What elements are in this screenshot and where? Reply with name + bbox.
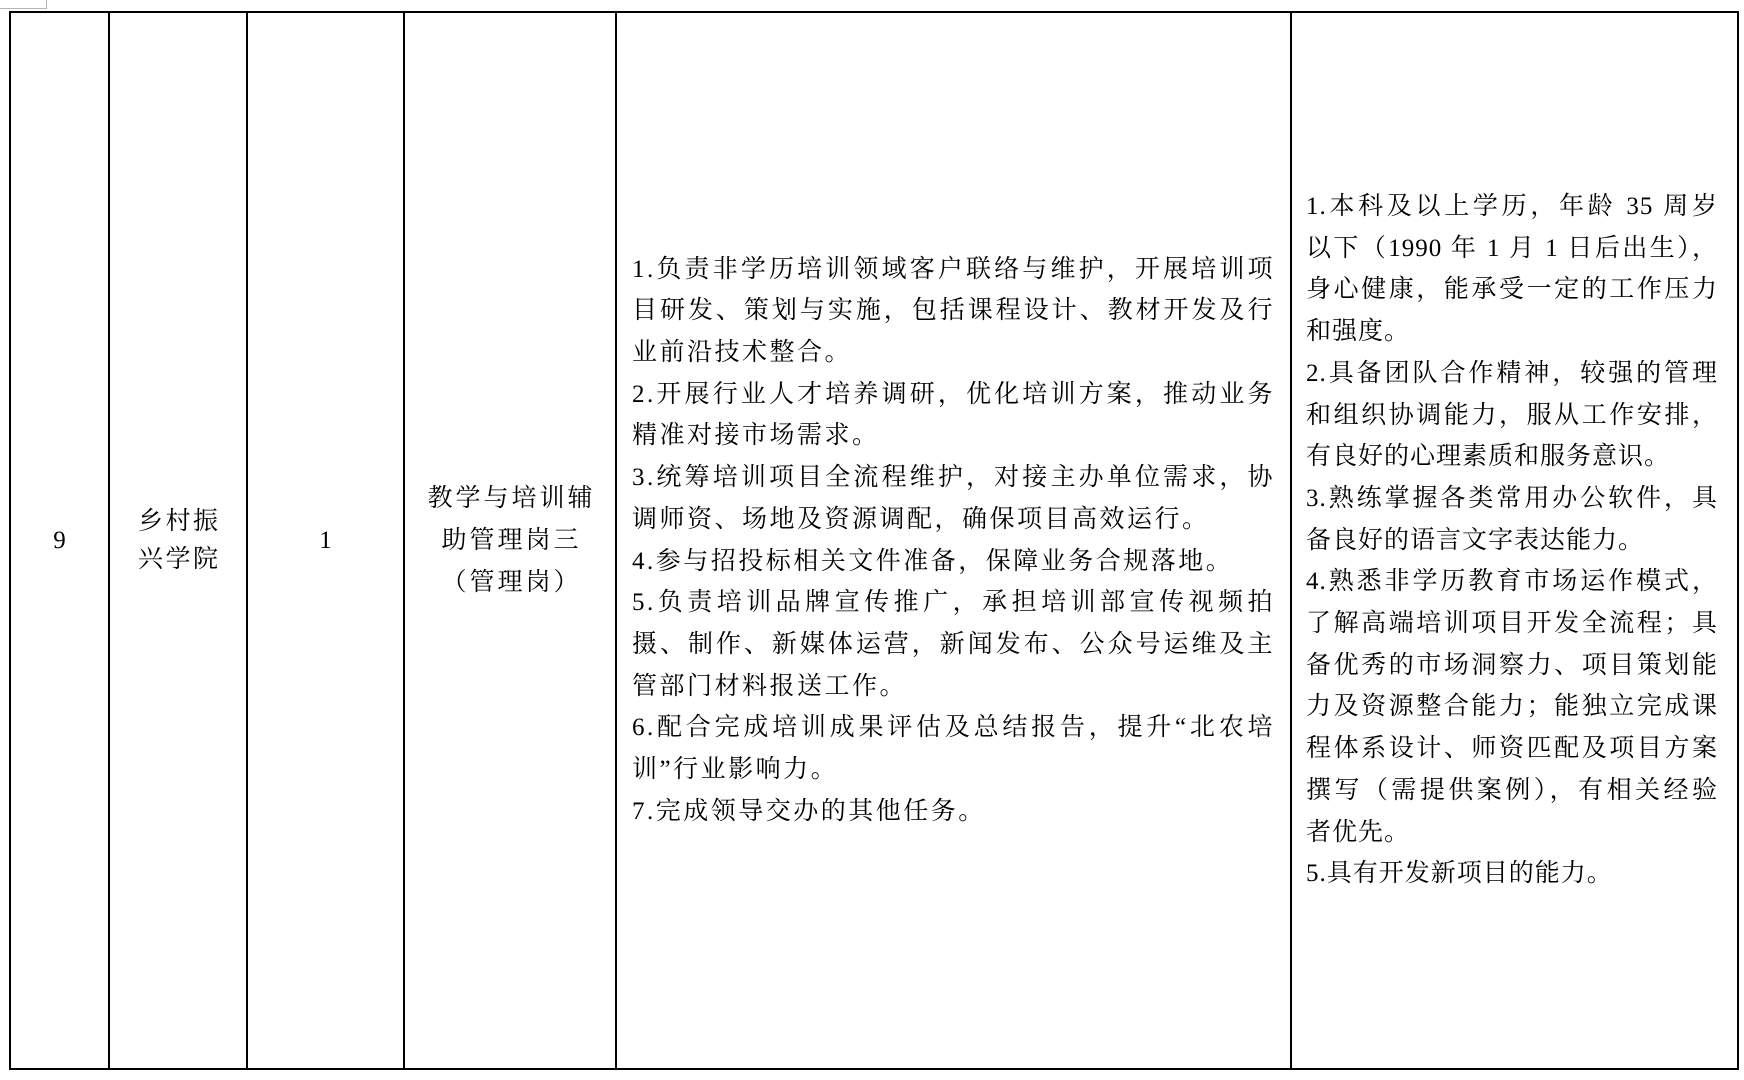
requirement-line: 1.本科及以上学历，年龄 35 周岁 <box>1306 193 1718 221</box>
requirement-line: 者优先。 <box>1306 818 1411 846</box>
requirement-line: 备良好的语言文字表达能力。 <box>1306 526 1645 554</box>
duty-item <box>632 791 1275 833</box>
requirement-item <box>1306 561 1718 853</box>
duty-line: 2.开展行业人才培养调研，优化培训方案，推动业务 <box>632 380 1275 408</box>
requirement-line: 力及资源整合能力；能独立完成课 <box>1306 693 1718 721</box>
duty-line: 5.负责培训品牌宣传推广，承担培训部宣传视频拍 <box>632 589 1275 617</box>
requirement-line: 3.熟练掌握各类常用办公软件，具 <box>1306 484 1718 512</box>
requirement-line: 2.具备团队合作精神，较强的管理 <box>1306 359 1718 387</box>
requirement-line: 有良好的心理素质和服务意识。 <box>1306 443 1671 471</box>
duty-item <box>632 457 1275 540</box>
duty-item <box>632 374 1275 457</box>
duty-line: 摄、制作、新媒体运营，新闻发布、公众号运维及主 <box>632 630 1275 658</box>
requirement-line: 撰写（需提供案例），有相关经验 <box>1306 776 1718 804</box>
department-cell <box>109 12 247 1069</box>
requirement-line: 程体系设计、师资匹配及项目方案 <box>1306 735 1718 763</box>
duty-line: 管部门材料报送工作。 <box>632 672 908 700</box>
requirement-line: 和强度。 <box>1306 318 1411 346</box>
duty-item <box>632 707 1275 790</box>
position-table <box>9 11 1739 1070</box>
duty-line: 7.完成领导交办的其他任务。 <box>632 797 986 825</box>
requirement-item <box>1306 853 1718 895</box>
requirement-line: 4.熟悉非学历教育市场运作模式， <box>1306 568 1718 596</box>
headcount: 1 <box>319 526 332 554</box>
requirement-item <box>1306 186 1718 353</box>
row-index-cell <box>10 12 109 1069</box>
position-name-line: 助管理岗三 <box>441 526 582 554</box>
requirement-line: 以下（1990 年 1 月 1 日后出生）， <box>1306 234 1718 262</box>
duty-item <box>632 582 1275 707</box>
duty-line: 3.统筹培训项目全流程维护，对接主办单位需求，协 <box>632 464 1275 492</box>
requirement-item <box>1306 353 1718 478</box>
position-cell <box>404 12 616 1069</box>
duty-line: 4.参与招投标相关文件准备，保障业务合规落地。 <box>632 547 1234 575</box>
duty-line: 调师资、场地及资源调配，确保项目高效运行。 <box>632 505 1210 533</box>
duty-line: 1.负责非学历培训领域客户联络与维护，开展培训项 <box>632 255 1275 283</box>
duty-line: 训”行业影响力。 <box>632 756 839 784</box>
requirement-line: 5.具有开发新项目的能力。 <box>1306 860 1613 888</box>
corner-cell-fragment <box>0 0 47 9</box>
department-name-line: 乡村振 <box>137 507 221 535</box>
requirement-line: 备优秀的市场洞察力、项目策划能 <box>1306 651 1718 679</box>
department-name-line: 兴学院 <box>137 545 221 573</box>
duty-line: 目研发、策划与实施，包括课程设计、教材开发及行 <box>632 297 1275 325</box>
row-index: 9 <box>53 526 66 554</box>
requirement-line: 和组织协调能力，服从工作安排， <box>1306 401 1718 429</box>
duties-cell <box>616 12 1291 1069</box>
position-name-line: 教学与培训辅 <box>427 484 596 512</box>
duty-item <box>632 541 1275 583</box>
requirement-line: 了解高端培训项目开发全流程；具 <box>1306 610 1718 638</box>
headcount-cell <box>247 12 404 1069</box>
position-name-line: （管理岗） <box>441 568 582 596</box>
table-row <box>10 12 1738 1069</box>
duty-line: 精准对接市场需求。 <box>632 422 880 450</box>
duty-line: 业前沿技术整合。 <box>632 338 853 366</box>
requirement-line: 身心健康，能承受一定的工作压力 <box>1306 276 1718 304</box>
duty-line: 6.配合完成培训成果评估及总结报告，提升“北农培 <box>632 714 1275 742</box>
requirements-cell <box>1291 12 1738 1069</box>
requirement-item <box>1306 478 1718 561</box>
duty-item <box>632 249 1275 374</box>
